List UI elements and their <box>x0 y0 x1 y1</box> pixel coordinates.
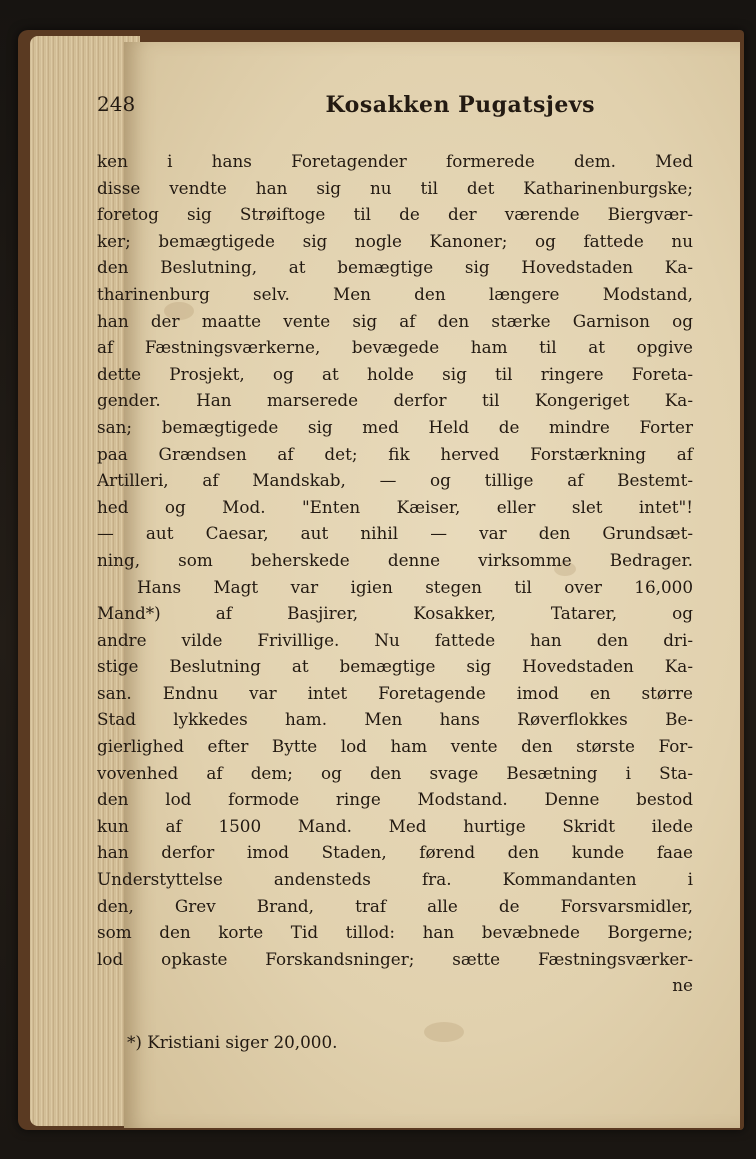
text-line: ker; bemægtigede sig nogle Kanoner; og fattede nu <box>97 230 693 251</box>
text-line: disse vendte han sig nu til det Katharinenburgske; <box>97 177 693 198</box>
text-line: Understyttelse andensteds fra. Kommandanten i <box>97 869 693 890</box>
text-line: ken i hans Foretagender formerede dem. Med <box>97 151 693 171</box>
text-line: Stad lykkedes ham. Men hans Røverflokkes Be- <box>97 709 693 730</box>
running-title: Kosakken Pugatsjevs <box>325 92 595 118</box>
page-header <box>97 92 595 124</box>
text-line: Mand*) af Basjirer, Kosakker, Tatarer, og <box>97 603 693 624</box>
text-line: gender. Han marserede derfor til Kongeriget Ka- <box>97 390 693 411</box>
text-line: vovenhed af dem; og den svage Besætning i Sta- <box>97 762 693 783</box>
text-line: tharinenburg selv. Men den længere Modstand, <box>97 283 693 304</box>
text-line: af Fæstningsværkerne, bevægede ham til at opgive <box>97 337 693 358</box>
text-line: san; bemægtigede sig med Held de mindre Forter <box>97 416 693 437</box>
text-line: hed og Mod. "Enten Kæiser, eller slet intet"! <box>97 496 693 517</box>
text-line: den Beslutning, at bemægtige sig Hovedstaden Ka- <box>97 257 693 278</box>
text-line: gierlighed efter Bytte lod ham vente den største For- <box>97 736 693 757</box>
text-line: Hans Magt var igien stegen til over 16,000 <box>137 576 693 597</box>
text-line: ning, som beherskede denne virksomme Bedrager. <box>97 549 693 570</box>
text-line: som den korte Tid tillod: han bevæbnede Borgerne; <box>97 922 693 943</box>
text-line: lod opkaste Forskandsninger; sætte Fæstningsværker- <box>97 948 693 969</box>
text-line: Artilleri, af Mandskab, — og tillige af Bestemt- <box>97 470 693 491</box>
text-line: — aut Caesar, aut nihil — var den Grundsæt- <box>97 523 693 544</box>
text-line: han der maatte vente sig af den stærke Garnison og <box>97 310 693 331</box>
text-line: san. Endnu var intet Foretagende imod en større <box>97 682 693 703</box>
footnote: *) Kristiani siger 20,000. <box>127 1032 338 1052</box>
text-line: den, Grev Brand, traf alle de Forsvarsmidler, <box>97 895 693 916</box>
text-line: den lod formode ringe Modstand. Denne bestod <box>97 789 693 810</box>
text-line: han derfor imod Staden, førend den kunde faae <box>97 842 693 863</box>
catchword: ne <box>672 975 693 996</box>
text-line: dette Prosjekt, og at holde sig til ringere Foreta- <box>97 363 693 384</box>
page-number: 248 <box>97 92 136 116</box>
text-line: andre vilde Frivillige. Nu fattede han den dri- <box>97 629 693 650</box>
text-line: kun af 1500 Mand. Med hurtige Skridt ilede <box>97 815 693 836</box>
text-line: paa Grændsen af det; fik herved Forstærkning af <box>97 443 693 464</box>
text-line: foretog sig Strøiftoge til de der værende Biergvær- <box>97 204 693 225</box>
text-line: stige Beslutning at bemægtige sig Hovedstaden Ka- <box>97 656 693 677</box>
body-text <box>97 148 695 999</box>
